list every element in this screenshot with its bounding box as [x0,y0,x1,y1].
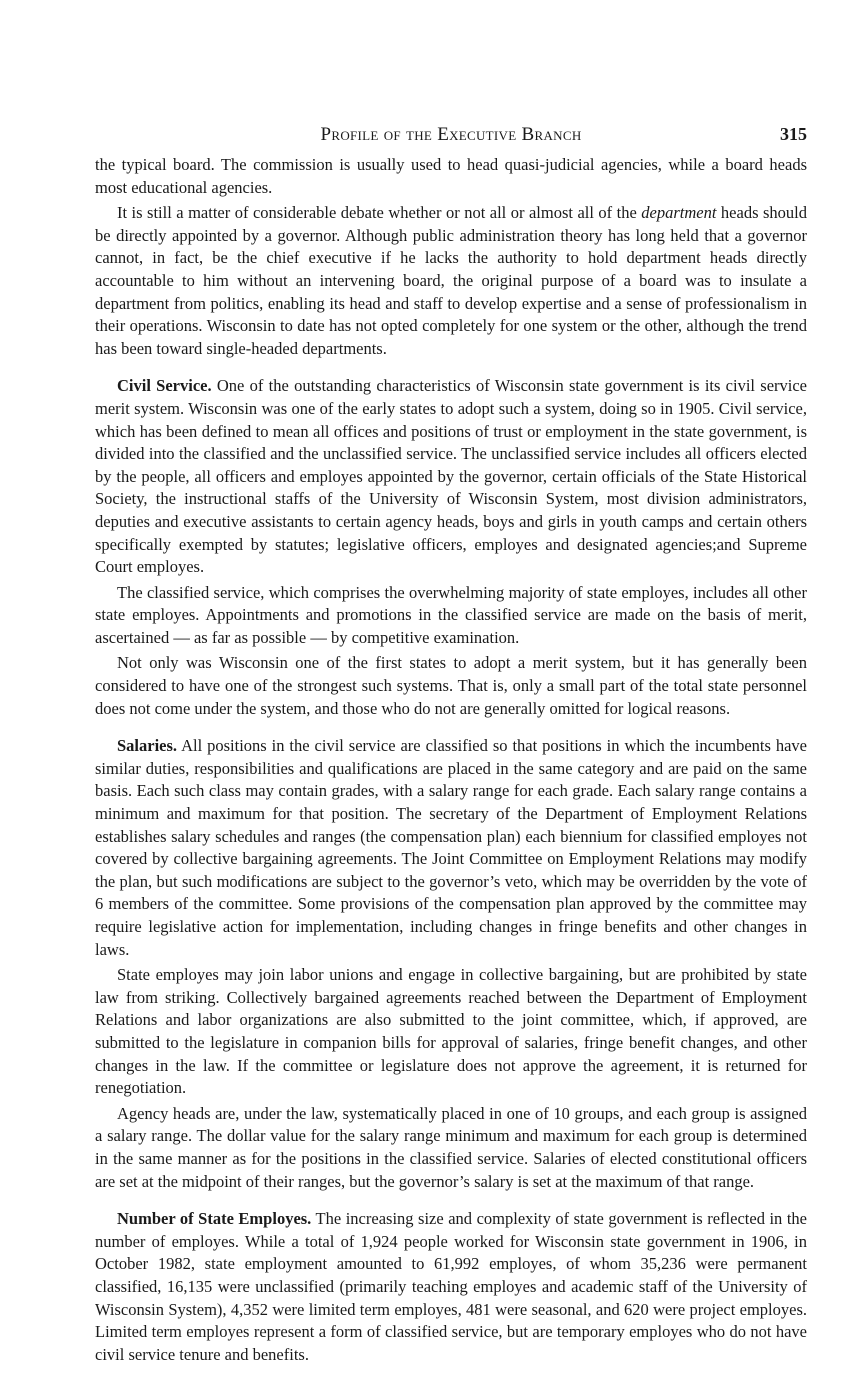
paragraph-board-continuation: the typical board. The commission is usually used to head quasi-judicial agencies, while a board heads most educational agencies. [95,155,807,197]
paragraph-classified-service: The classified service, which comprises the overwhelming majority of state employes, includes all other state employes. Appointments and promotions in the classified service are made on the basis of merit, ascertained — as far as possible — by competitive examination. [95,582,807,647]
section-heading-salaries: Salaries. [117,736,178,756]
paragraph-text: One of the outstanding characteristics of Wisconsin state government is its civil service merit system. Wisconsin was one of the early states to adopt such a system, doing so in 1905. Civil service, which has been defined to mean all offices and positions of trust or employment in the state government, is divided into the classified and the unclassified service. The unclassified service includes all officers elected by the people, all officers and employes appointed by the governor, certain officials of the State Historical Society, the instructional staffs of the University of Wisconsin System, most division administrators, deputies and executive assistants to certain agency heads, boys and girls in youth camps and certain others specifically exempted by statutes; legislative officers, employes and designated agencies;and Supreme Court employes. [95,376,807,577]
running-head [95,118,807,154]
paragraph-department-heads [95,202,807,360]
section-heading-civil-service: Civil Service. [117,376,212,396]
paragraph-number-of-employes [95,1208,807,1366]
paragraph-text: heads should be directly appointed by a governor. Although public administration theory has long held that a governor cannot, in fact, be the chief executive if he lacks the authority to hold department heads directly accountable to him without an intervening board, the original purpose of a board was to insulate a department from politics, enabling its head and staff to develop expertise and a sense of professionalism in their operations. Wisconsin to date has not opted completely for one system or the other, although the trend has been toward single-headed departments. [95,203,807,358]
section-heading-number-of-employes: Number of State Employes. [117,1209,312,1229]
paragraph-collective-bargaining: State employes may join labor unions and engage in collective bargaining, but are prohibited by state law from striking. Collectively bargained agreements reached between the Department of Employment Relations and labor organizations are also submitted to the joint committee, which, if approved, are submitted to the legislature in companion bills for approval of salaries, fringe benefit changes, and other changes in the law. If the committee or legislature does not approve the agreement, it is returned for renegotiation. [95,965,807,1098]
page-number: 315 [780,124,807,144]
running-title: Profile of the Executive Branch [320,124,582,145]
paragraph-merit-system: Not only was Wisconsin one of the first states to adopt a merit system, but it has generally been considered to have one of the strongest such systems. That is, only a small part of the total state personnel does not come under the system, and those who do not are generally omitted for logical reasons. [95,653,807,718]
paragraph-text: It is still a matter of considerable debate whether or not all or almost all of the [117,203,642,223]
paragraph-text: All positions in the civil service are classified so that positions in which the incumbents have similar duties, responsibilities and qualifications are placed in the same category and are paid on the same basis. Each such class may contain grades, with a salary range for each grade. Each salary range contains a minimum and maximum for that position. The secretary of the Department of Employment Relations establishes salary schedules and ranges (the compensation plan) each biennium for classified employes not covered by collective bargaining agreements. The Joint Committee on Employment Relations may modify the plan, but such modifications are subject to the governor’s veto, which may be overridden by the vote of 6 members of the committee. Some provisions of the compensation plan approved by the committee may require legislative action for implementation, including changes in fringe benefits and other changes in laws. [95,736,807,959]
paragraph-salaries [95,735,807,961]
document-page [95,118,807,1366]
paragraph-text: The increasing size and complexity of state government is reflected in the number of employes. While a total of 1,924 people worked for Wisconsin state government in 1906, in October 1982, state employment amounted to 61,992 employes, of whom 35,236 were permanent classified, 16,135 were unclassified (primarily teaching employes and academic staff of the University of Wisconsin System), 4,352 were limited term employes, 481 were seasonal, and 620 were project employes. Limited term employes represent a form of classified service, but are temporary employes who do not have civil service tenure and benefits. [95,1209,807,1364]
paragraph-civil-service [95,375,807,578]
paragraph-agency-heads: Agency heads are, under the law, systematically placed in one of 10 groups, and each group is assigned a salary range. The dollar value for the salary range minimum and maximum for each group is determined in the same manner as for the positions in the classified service. Salaries of elected constitutional officers are set at the midpoint of their ranges, but the governor’s salary is set at the maximum of that range. [95,1103,807,1191]
italic-term: department [641,203,717,223]
